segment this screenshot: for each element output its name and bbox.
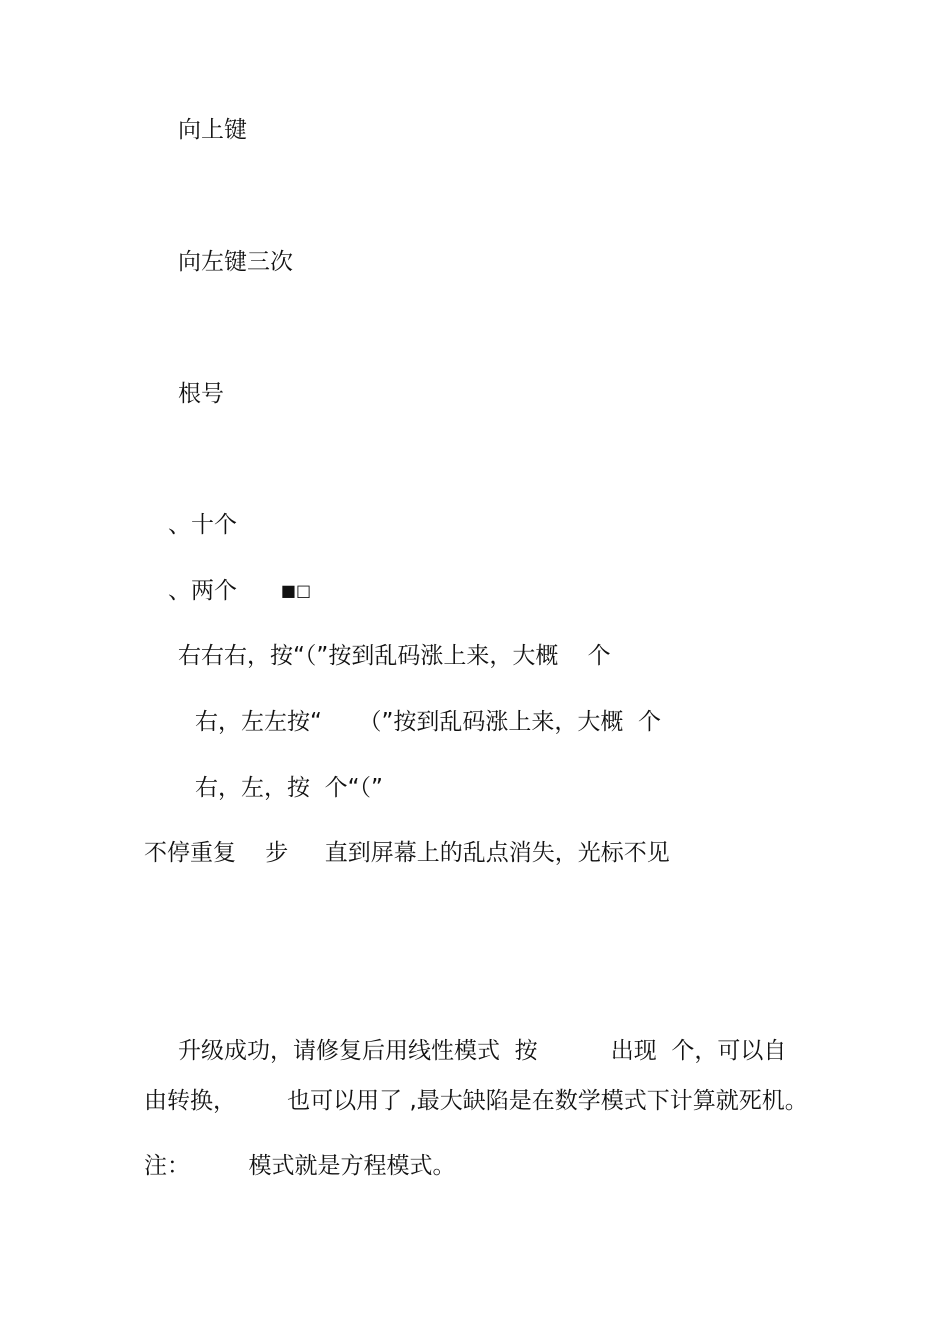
instruction-up-key: 向上键 bbox=[178, 117, 247, 143]
instruction-square-root: 根号 bbox=[178, 381, 224, 407]
paragraph-upgrade-success-continued: 由转换， 也可以用了 ,最大缺陷是在数学模式下计算就死机。 bbox=[144, 1088, 808, 1114]
instruction-right-left-press: 右，左，按 个“（” bbox=[195, 775, 383, 801]
instruction-right-left-left: 右，左左按“ （”按到乱码涨上来，大概 个 bbox=[195, 709, 662, 735]
instruction-two-items-text: 、两个 bbox=[168, 578, 237, 604]
instruction-ten-items: 、十个 bbox=[168, 512, 237, 538]
note-mode-definition: 注： 模式就是方程模式。 bbox=[144, 1153, 456, 1179]
instruction-repeat-steps: 不停重复 步 直到屏幕上的乱点消失，光标不见 bbox=[144, 840, 670, 866]
square-glyphs-icon: ■□ bbox=[280, 581, 312, 600]
instruction-two-items bbox=[168, 576, 311, 606]
instruction-left-key-three-times: 向左键三次 bbox=[178, 249, 293, 275]
instruction-right-right-right: 右右右，按“（”按到乱码涨上来，大概 个 bbox=[178, 643, 611, 669]
paragraph-upgrade-success: 升级成功，请修复后用线性模式 按 出现 个，可以自 bbox=[178, 1038, 787, 1064]
